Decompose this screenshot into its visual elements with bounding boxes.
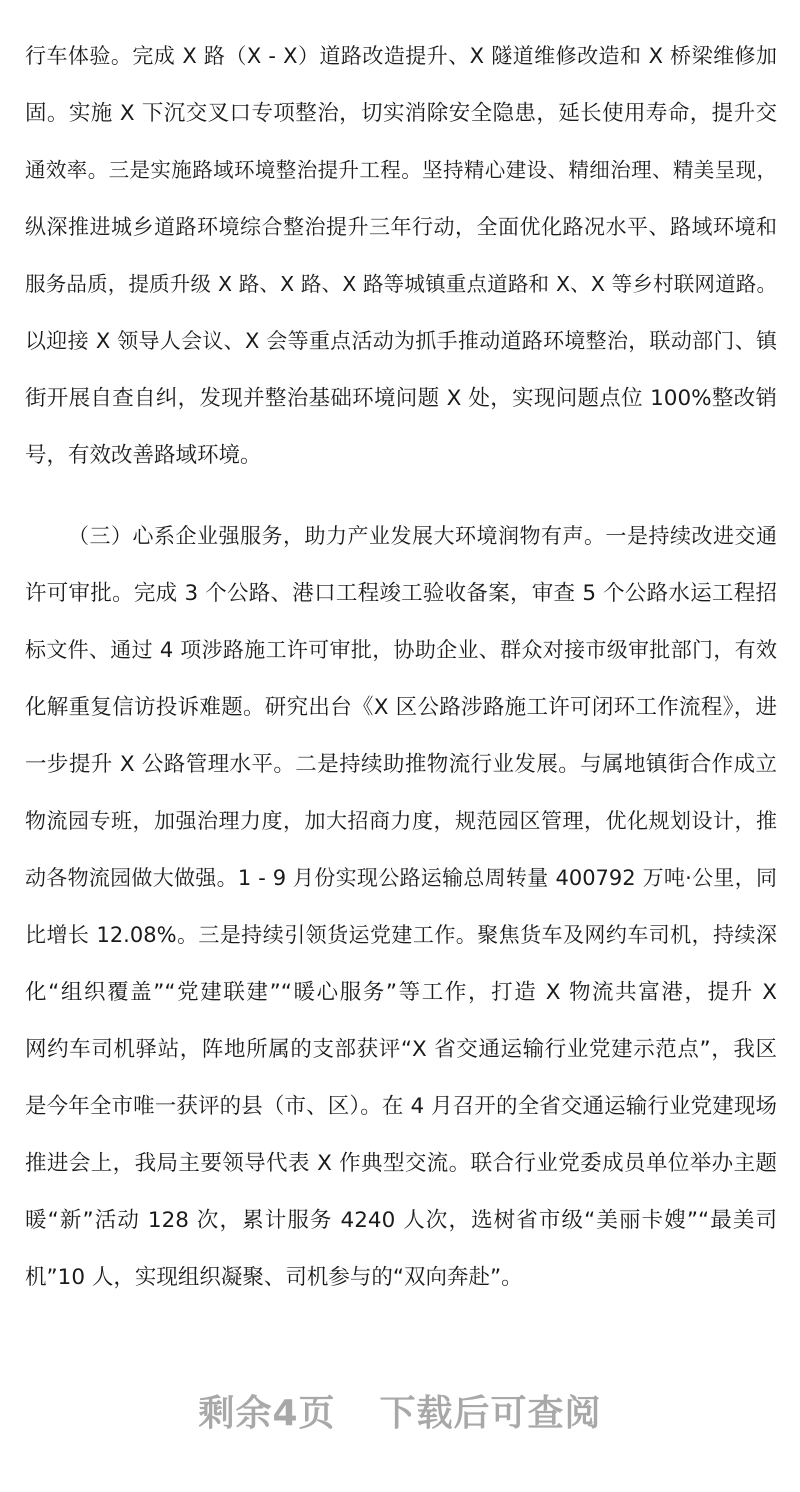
paragraph-enterprise-service [25, 508, 777, 1306]
text-line: 动各物流园做大做强。1 - 9 月份实现公路运输总周转量 400792 万吨·公里，同 [25, 866, 777, 890]
text-line: 以迎接 X 领导人会议、X 会等重点活动为抓手推动道路环境整治，联动部门、镇 [25, 329, 777, 353]
text-line: 许可审批。完成 3 个公路、港口工程竣工验收备案，审查 5 个公路水运工程招 [25, 581, 777, 606]
text-line: 化解重复信访投诉难题。研究出台《X 区公路涉路施工许可闭环工作流程》，进 [25, 695, 777, 720]
text-line: 化“组织覆盖”“党建联建”“暖心服务”等工作，打造 X 物流共富港，提升 X [25, 980, 777, 1005]
text-line: 物流园专班，加强治理力度，加大招商力度，规范园区管理，优化规划设计，推 [25, 809, 777, 833]
text-line: （三）心系企业强服务，助力产业发展大环境润物有声。一是持续改进交通 [68, 524, 777, 548]
text-line: 一步提升 X 公路管理水平。二是持续助推物流行业发展。与属地镇街合作成立 [25, 752, 777, 777]
text-line: 固。实施 X 下沉交叉口专项整治，切实消除安全隐患，延长使用寿命，提升交 [25, 101, 777, 126]
download-to-view-label: 下载后可查阅 [379, 1393, 602, 1434]
download-prompt[interactable] [0, 1385, 800, 1445]
text-line: 通效率。三是实施路域环境整治提升工程。坚持精心建设、精细治理、精美呈现， [25, 158, 777, 182]
document-body [25, 28, 777, 1306]
text-line: 机”10 人，实现组织凝聚、司机参与的“双向奔赴”。 [25, 1265, 523, 1290]
paragraph-gap [25, 484, 777, 508]
text-line: 暖“新”活动 128 次，累计服务 4240 人次，选树省市级“美丽卡嫂”“最美司 [25, 1208, 777, 1233]
remaining-pages-label: 剩余4页 [198, 1393, 336, 1434]
text-line: 比增长 12.08%。三是持续引领货运党建工作。聚焦货车及网约车司机，持续深 [25, 923, 777, 947]
text-line: 是今年全市唯一获评的县（市、区）。在 4 月召开的全省交通运输行业党建现场 [25, 1094, 777, 1119]
text-line: 行车体验。完成 X 路（X - X）道路改造提升、X 隧道维修改造和 X 桥梁维修加 [25, 44, 777, 68]
paragraph-road-environment [25, 28, 777, 484]
text-line: 标文件、通过 4 项涉路施工许可审批，协助企业、群众对接市级审批部门，有效 [25, 638, 777, 662]
text-line: 推进会上，我局主要领导代表 X 作典型交流。联合行业党委成员单位举办主题 [25, 1151, 777, 1176]
text-line: 号，有效改善路域环境。 [25, 443, 262, 468]
text-line: 纵深推进城乡道路环境综合整治提升三年行动，全面优化路况水平、路域环境和 [25, 215, 777, 239]
text-line: 网约车司机驿站，阵地所属的支部获评“X 省交通运输行业党建示范点”，我区 [25, 1037, 777, 1062]
text-line: 服务品质，提质升级 X 路、X 路、X 路等城镇重点道路和 X、X 等乡村联网道路。 [25, 272, 777, 296]
text-line: 街开展自查自纠，发现并整治基础环境问题 X 处，实现问题点位 100%整改销 [25, 386, 777, 411]
